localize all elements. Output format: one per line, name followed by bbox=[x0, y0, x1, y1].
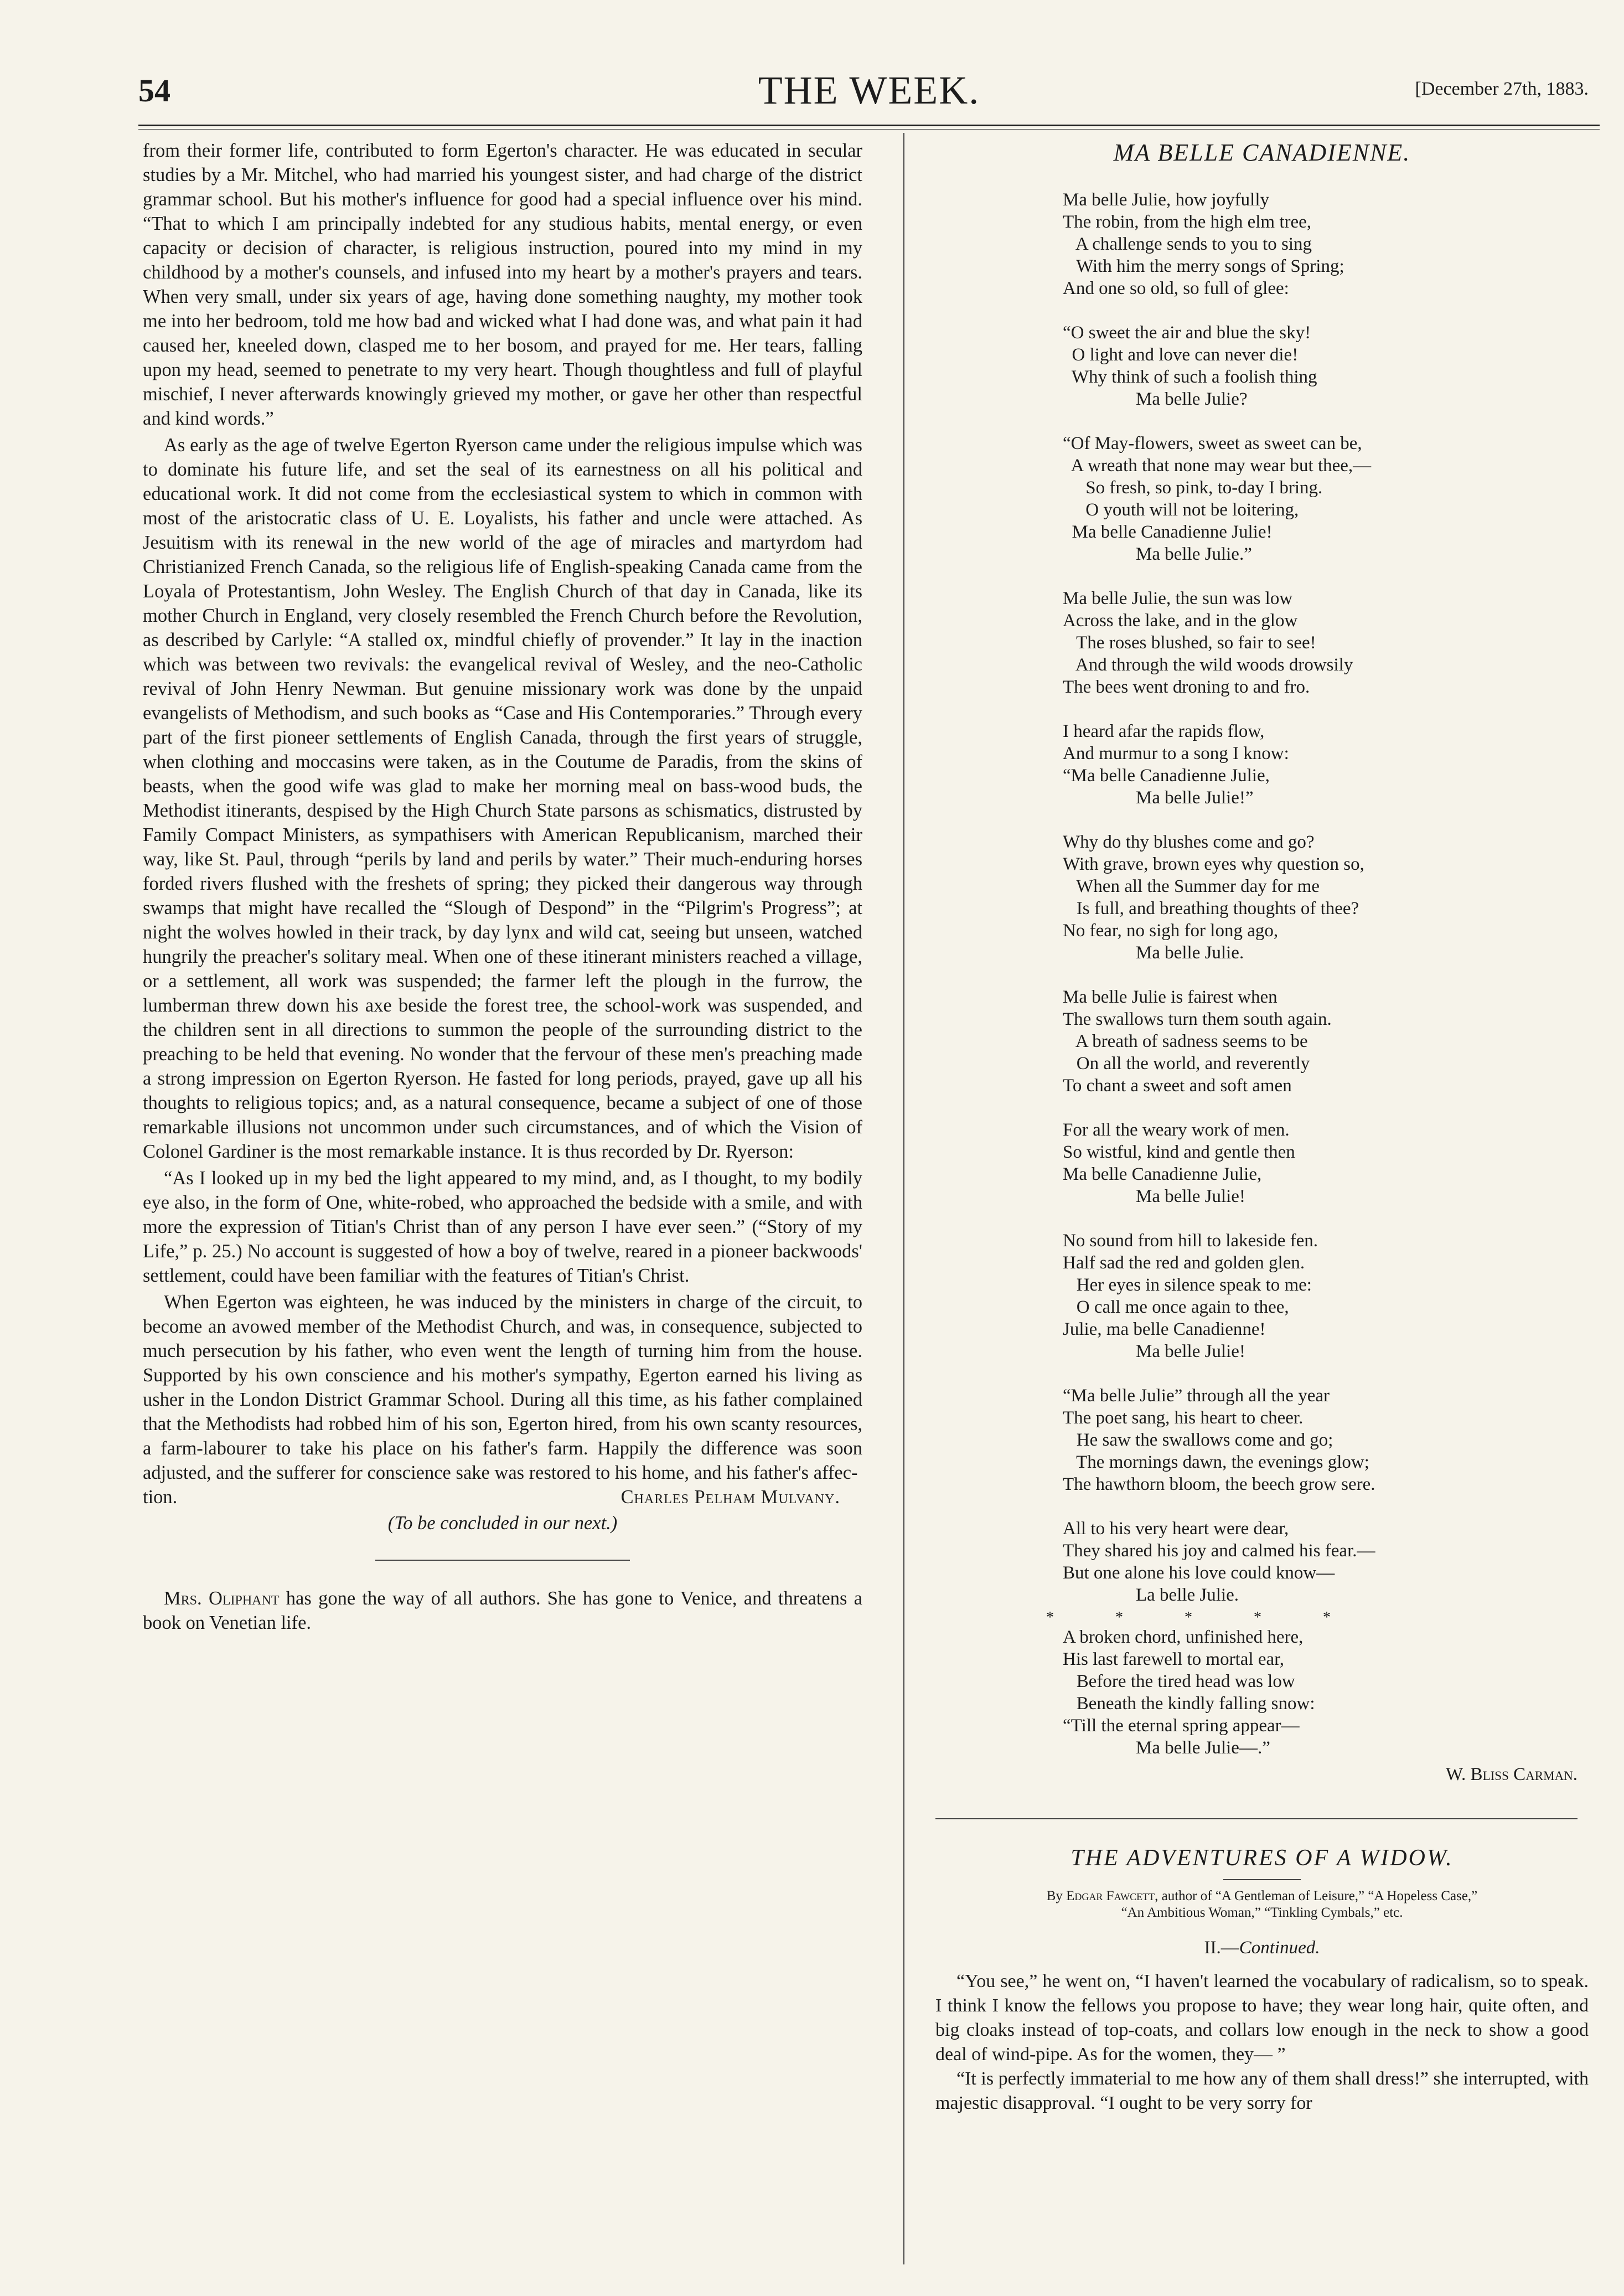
column-divider bbox=[903, 133, 904, 2264]
poem-line: A challenge sends to you to sing bbox=[1063, 234, 1312, 254]
header-rule bbox=[138, 125, 1600, 126]
poem-line: With grave, brown eyes why question so, bbox=[1063, 854, 1364, 874]
poem-line: On all the world, and reverently bbox=[1063, 1054, 1310, 1074]
poem-line: A breath of sadness seems to be bbox=[1063, 1031, 1308, 1051]
poem-line: Ma belle Julie is fairest when bbox=[1063, 987, 1278, 1007]
poem-line: So fresh, so pink, to-day I bring. bbox=[1063, 478, 1323, 498]
poem-line: Ma belle Julie, the sun was low bbox=[1063, 589, 1293, 608]
poem-line: A wreath that none may wear but thee,— bbox=[1063, 456, 1372, 476]
poem-stanza bbox=[1063, 1626, 1589, 1759]
poem-line: O youth will not be loitering, bbox=[1063, 500, 1299, 520]
poem-line: Why do thy blushes come and go? bbox=[1063, 832, 1315, 852]
poem-line: And one so old, so full of glee: bbox=[1063, 278, 1289, 298]
poem-line: Ma belle Julie—.” bbox=[1063, 1738, 1270, 1758]
poem-line: “Ma belle Julie” through all the year bbox=[1063, 1386, 1330, 1406]
poem-line: Julie, ma belle Canadienne! bbox=[1063, 1319, 1266, 1339]
story-paragraph: “You see,” he went on, “I haven't learned the vocabulary of radicalism, so to speak. I think I know the fellows you propose to have; they wear long hair, quite often, and big cloaks instead of top-coats, and collars low enough in the neck to show a good deal of wind-pipe. As for the women, they— ” bbox=[935, 1971, 1589, 2065]
article-paragraph: from their former life, contributed to form Egerton's character. He was educated in secular studies by a Mr. Mitchel, who had married his youngest sister, and had charge of the district grammar school. But his mother's influence for good had a special influence over his mind. “That to which I am principally indebted for any studious habits, mental energy, or even capacity or decision of character, is religious instruction, poured into my mind in my childhood by a mother's counsels, and infused into my heart by a mother's prayers and tears. When very small, under six years of age, having done something naughty, my mother took me into her bedroom, told me how bad and wicked what I had done was, and what pain it had caused her, kneeled down, clasped me to her bosom, and prayed for me. Her tears, falling upon my head, seemed to penetrate to my very heart. Though thoughtless and full of playful mischief, I never afterwards knowingly grieved my mother, or gave her other than respectful and kind words.” bbox=[143, 140, 862, 429]
signature-line bbox=[143, 1485, 862, 1509]
poem-stanza bbox=[1063, 986, 1589, 1097]
poem-stars: * * * * * bbox=[1046, 1609, 1359, 1626]
poem-line: O light and love can never die! bbox=[1063, 345, 1299, 365]
poem-line: All to his very heart were dear, bbox=[1063, 1519, 1289, 1539]
poem-stanza bbox=[1063, 831, 1589, 964]
poem-line: Ma belle Julie! bbox=[1063, 1342, 1245, 1361]
poem-line: The roses blushed, so fair to see! bbox=[1063, 633, 1316, 653]
poem-title: MA BELLE CANADIENNE. bbox=[1113, 139, 1411, 166]
byline-author: Edgar Fawcett bbox=[1066, 1889, 1155, 1903]
poem-line: But one alone his love could know— bbox=[1063, 1563, 1335, 1583]
story-byline: By Edgar Fawcett, author of “A Gentleman of Leisure,” “A Hopeless Case,” “An Ambitious Woman,” “Tinkling Cymbals,” etc. bbox=[1046, 1889, 1478, 1920]
poem-line: A broken chord, unfinished here, bbox=[1063, 1627, 1304, 1647]
article-paragraph: As early as the age of twelve Egerton Ryerson came under the religious impulse which was to dominate his future life, and set the seal of its earnestness on all his political and educational work. It did not come from the ecclesiastical system to which in common with most of the aristocratic class of U. E. Loyalists, his father and uncle were attached. As Jesuitism with its renewal in the new world of the age of miracles and martyrdom had Christianized French Canada, so the religious life of English-speaking Canada came from the Loyala of Protestantism, John Wesley. The English Church of that day in Canada, like its mother Church in England, very closely resembled the French Church before the Revolution, as described by Carlyle: “A stalled ox, mindful chiefly of provender.” It lay in the inaction which was between two revivals: the evangelical revival of Wesley, and the neo-Catholic revival of John Henry Newman. But genuine missionary work was done by the unpaid evangelists of Methodism, and such books as “Case and His Contemporaries.” Through every part of the first pioneer settlements of English Canada, through the first years of struggle, when clothing and moccasins were taken, as in the Coutume de Paradis, from the skins of beasts, when the good wife was glad to make her morning meal on bass-wood buds, the Methodist itinerants, despised by the High Church State parsons as schismatics, distrusted by Family Compact Ministers, as sympathisers with American Republicanism, marched their way, like St. Paul, through “perils by land and perils by water.” Their much-enduring horses forded rivers flushed with the freshets of spring; they picked their dangerous way through swamps that might have recalled the “Slough of Despond” in the “Pilgrim's Progress”; at night the wolves howled in their track, by day lynx and wild cat, seeing but unseen, watched hungrily the preacher's solitary meal. When one of these itinerant ministers reached a village, or a settlement, all work was suspended; the farmer left the plough in the furrow, the lumberman threw down his axe beside the forest tree, the school-work was suspended, and the children sent in all directions to summon the people of the surrounding district to the preaching to be held that evening. No wonder that the fervour of these men's preaching made a strong impression on Egerton Ryerson. He fasted for long periods, prayed, gave up all his thoughts to religious topics; and, as a natural consequence, became a subject of one of those remarkable illusions not uncommon under such circumstances, and of which the Vision of Colonel Gardiner is the most remarkable instance. It is thus recorded by Dr. Ryerson: bbox=[143, 435, 862, 1162]
poem-line: “Till the eternal spring appear— bbox=[1063, 1716, 1300, 1736]
poem-line: Ma belle Julie? bbox=[1063, 389, 1248, 409]
poem-line: They shared his joy and calmed his fear.— bbox=[1063, 1541, 1375, 1561]
poem-line: Ma belle Julie, how joyfully bbox=[1063, 190, 1270, 210]
poem-line: Why think of such a foolish thing bbox=[1063, 367, 1317, 387]
poem-line: “Ma belle Canadienne Julie, bbox=[1063, 766, 1270, 786]
poem-author: W. Bliss Carman. bbox=[1445, 1764, 1578, 1784]
poem-line: Across the lake, and in the glow bbox=[1063, 611, 1298, 631]
poem-line: His last farewell to mortal ear, bbox=[1063, 1649, 1285, 1669]
page-number: 54 bbox=[138, 73, 170, 109]
section-rule bbox=[935, 1818, 1578, 1819]
poem-stanza bbox=[1063, 720, 1589, 809]
poem-stanza bbox=[1063, 322, 1589, 410]
poem-line: “Of May-flowers, sweet as sweet can be, bbox=[1063, 434, 1362, 453]
poem-line: Ma belle Julie.” bbox=[1063, 544, 1252, 564]
poem-line: Ma belle Julie!” bbox=[1063, 788, 1254, 808]
poem-line: “O sweet the air and blue the sky! bbox=[1063, 323, 1311, 343]
right-column bbox=[935, 138, 1589, 2116]
poem-line: Before the tired head was low bbox=[1063, 1671, 1295, 1691]
poem-body bbox=[935, 189, 1589, 1759]
journal-title: THE WEEK. bbox=[758, 68, 980, 112]
issue-date: [December 27th, 1883. bbox=[1415, 79, 1589, 99]
poem-line: With him the merry songs of Spring; bbox=[1063, 256, 1344, 276]
story-title: THE ADVENTURES OF A WIDOW. bbox=[1070, 1845, 1454, 1871]
poem-line: The bees went droning to and fro. bbox=[1063, 677, 1310, 697]
poem-line: For all the weary work of men. bbox=[1063, 1120, 1290, 1140]
page-header bbox=[138, 68, 1600, 122]
poem-stanza bbox=[1063, 1119, 1589, 1208]
poem-line: Ma belle Julie. bbox=[1063, 943, 1244, 963]
chapter-heading: II.—Continued. bbox=[1204, 1938, 1320, 1958]
poem-line: Ma belle Canadienne Julie, bbox=[1063, 1164, 1262, 1184]
section-rule bbox=[375, 1560, 630, 1561]
article-quote-paragraph: “As I looked up in my bed the light appeared to my mind, and, as I thought, to my bodily eye also, in the form of One, white-robed, who approached the bedside with a smile, and with more the expression of Titian's Christ than of any person I have ever seen.” (“Story of my Life,” p. 25.) No account is suggested of how a boy of twelve, reared in a pioneer backwoods' settlement, could have been familiar with the features of Titian's Christ. bbox=[143, 1168, 862, 1286]
poem-line: La belle Julie. bbox=[1063, 1585, 1239, 1605]
poem-line: When all the Summer day for me bbox=[1063, 876, 1320, 896]
left-column bbox=[143, 138, 862, 1635]
continuation-note: (To be concluded in our next.) bbox=[387, 1513, 618, 1534]
poem-stanza bbox=[1063, 189, 1589, 300]
poem-line: Ma belle Julie! bbox=[1063, 1186, 1245, 1206]
news-note bbox=[143, 1586, 862, 1635]
poem-stanza bbox=[1063, 432, 1589, 565]
poem-line: And through the wild woods drowsily bbox=[1063, 655, 1353, 675]
poem-line: No fear, no sigh for long ago, bbox=[1063, 921, 1279, 941]
poem-line: Beneath the kindly falling snow: bbox=[1063, 1694, 1315, 1714]
author-signature: Charles Pelham Mulvany. bbox=[620, 1487, 840, 1508]
poem-line: Half sad the red and golden glen. bbox=[1063, 1253, 1305, 1273]
article-paragraph: When Egerton was eighteen, he was induced by the ministers in charge of the circuit, to become an avowed member of the Methodist Church, and was, in consequence, subjected to much persecution by his father, who even went the length of turning him from the house. Supported by his own conscience and his mother's sympathy, Egerton earned his living as usher in the London District Grammar School. During all this time, as his father complained that the Methodists had robbed him of his son, Egerton hired, from his own scanty resources, a farm-labourer to take his place on his father's farm. Happily the difference was soon adjusted, and the sufferer for conscience sake was restored to his home, and his father's affec- bbox=[143, 1292, 862, 1483]
story-paragraph: “It is perfectly immaterial to me how any of them shall dress!” she interrupted, with majestic disapproval. “I ought to be very sorry for bbox=[935, 2068, 1589, 2113]
poem-line: And murmur to a song I know: bbox=[1063, 744, 1289, 763]
poem-stanza bbox=[1063, 1518, 1589, 1606]
last-word: tion. bbox=[143, 1487, 178, 1508]
poem-line: The swallows turn them south again. bbox=[1063, 1009, 1332, 1029]
poem-stanza bbox=[1063, 587, 1589, 698]
title-rule bbox=[1223, 1879, 1301, 1880]
poem-line: So wistful, kind and gentle then bbox=[1063, 1142, 1295, 1162]
poem-line: Her eyes in silence speak to me: bbox=[1063, 1275, 1312, 1295]
poem-line: The poet sang, his heart to cheer. bbox=[1063, 1408, 1304, 1428]
poem-line: The mornings dawn, the evenings glow; bbox=[1063, 1452, 1369, 1472]
poem-line: The hawthorn bloom, the beech grow sere. bbox=[1063, 1474, 1375, 1494]
note-lead: Mrs. Oliphant bbox=[164, 1588, 280, 1609]
poem-line: He saw the swallows come and go; bbox=[1063, 1430, 1333, 1450]
poem-line: To chant a sweet and soft amen bbox=[1063, 1076, 1292, 1096]
poem-stanza bbox=[1063, 1385, 1589, 1495]
poem-line: The robin, from the high elm tree, bbox=[1063, 212, 1312, 232]
poem-line: I heard afar the rapids flow, bbox=[1063, 721, 1265, 741]
poem-line: O call me once again to thee, bbox=[1063, 1297, 1289, 1317]
header-rule-thin bbox=[138, 129, 1600, 130]
note-text: has gone the way of all authors. She has gone to Venice, and threatens a book on Venetian life. bbox=[143, 1588, 862, 1633]
poem-line: No sound from hill to lakeside fen. bbox=[1063, 1231, 1318, 1251]
poem-line: Is full, and breathing thoughts of thee? bbox=[1063, 899, 1359, 919]
poem-stanza bbox=[1063, 1230, 1589, 1363]
poem-line: Ma belle Canadienne Julie! bbox=[1063, 522, 1273, 542]
